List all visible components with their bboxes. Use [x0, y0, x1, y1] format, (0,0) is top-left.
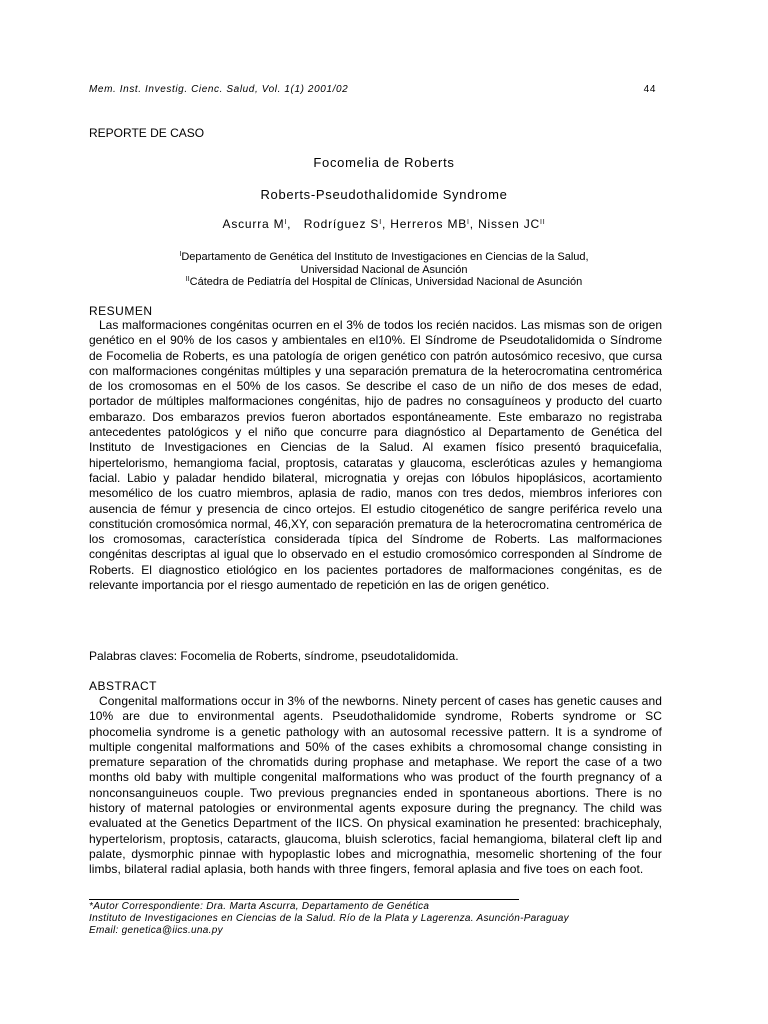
section-type-label: REPORTE DE CASO — [89, 126, 205, 140]
abstract-body: Congenital malformations occur in 3% of the newborns. Ninety percent of cases has genetic causes and 10% are due to environmental agents. Pseudothalidomide syndrome, Roberts syndrome or SC phocomelia syndrome is a genetic pathology with an autosomal recessive pattern. It is a syndrome of multiple congenital malformations and 50% of the cases exhibits a chromosomal change consisting in premature separation of the chromatids during prophase and metaphase. We report the case of a two months old baby with multiple congenital malformations who was product of the fourth pregnancy of a nonconsanguineuos couple. Two previous pregnancies ended in spontaneous abortions. There is no history of maternal patologies or environmental agents exposure during the pregnancy. The child was evaluated at the Genetics Department of the IICS. On physical examination he presented: brachicephaly, hypertelorism, proptosis, cataracts, glaucoma, bluish sclerotics, facial hemangioma, bilateral cleft lip and palate, dysmorphic pinnae with hypoplastic lobes and micrognathia, mesomelic shortening of the four limbs, bilateral radial aplasia, both hands with three fingers, femoral aplasia and five toes on each foot. — [89, 694, 662, 877]
resumen-body: Las malformaciones congénitas ocurren en el 3% de todos los recién nacidos. Las mismas son de origen genético en el 90% de los casos y ambientales en el10%. El Síndrome de Pseudotalidomida o Síndrome de Focomelia de Roberts, es una patología de origen genético con patrón autosómico recesivo, que cursa con malformaciones congénitas múltiples y una separación prematura de la heterocromatina centromérica de los cromosomas en el 50% de los casos. Se describe el caso de un niño de dos meses de edad, portador de múltiples malformaciones congénitas, hijo de padres no consaguíneos y producto del cuarto embarazo. Dos embarazos previos fueron abortados espontáneamente. Este embarazo no registraba antecedentes patológicos y el niño que concurre para diagnóstico al Departamento de Genética del Instituto de Investigaciones en Ciencias de la Salud. Al examen físico presentó braquicefalia, hipertelorismo, hemangioma facial, proptosis, cataratas y glaucoma, escleróticas azules y hemangioma facial. Labio y paladar hendido bilateral, micrognatia y orejas con lóbulos hipoplásicos, acortamiento mesomélico de los cuatro miembros, aplasia de radio, manos con tres dedos, miembros inferiores con ausencia de fémur y presencia de cinco ortejos. El estudio citogenético de sangre periférica revelo una constitución cromosómica normal, 46,XY, con separación prematura de la heterocromatina centromérica de los cromosomas, característica considerada típica del Síndrome de Roberts. Las malformaciones congénitas descriptas al igual que lo observado en el estudio cromosómico corresponden al Síndrome de Roberts. El diagnostico etiológico en los pacientes portadores de malformaciones congénitas, es de relevante importancia por el riesgo aumentado de repetición en las de origen genético. — [89, 318, 662, 593]
affiliation-2 — [0, 273, 768, 289]
resumen-heading: RESUMEN — [89, 304, 153, 318]
affiliation-text: Departamento de Genética del Instituto de Investigaciones en Ciencias de la Salud, — [181, 251, 589, 263]
author-name: Rodríguez S — [303, 217, 380, 231]
footnote-marker: * — [89, 901, 94, 912]
author-name: Ascurra M — [222, 217, 285, 231]
author-name: Herreros MB — [390, 217, 468, 231]
running-header — [89, 84, 656, 95]
keywords-line: Palabras claves: Focomelia de Roberts, síndrome, pseudotalidomida. — [89, 649, 459, 663]
affiliation-text: Universidad Nacional de Asunción — [300, 264, 468, 276]
affiliation-marker: I — [284, 219, 288, 226]
affiliation-marker: II — [539, 219, 546, 226]
affiliation-text: Cátedra de Pediatría del Hospital de Clínicas, Universidad Nacional de Asunción — [189, 276, 583, 288]
affiliation-marker: I — [467, 219, 470, 226]
abstract-heading: ABSTRACT — [89, 679, 158, 693]
footnote-email: Email: genetica@iics.una.py — [89, 925, 223, 936]
footnote-divider — [89, 899, 519, 900]
affiliation-marker: I — [379, 219, 382, 226]
footnote-corresponding-author — [89, 901, 429, 913]
author-list: Ascurra $M^I$, Rodríguez $S^I$, Herreros $MB^I$, Nissen $JC^{II}$ — [222, 217, 546, 231]
article-title-english: Roberts-Pseudothalidomide Syndrome — [260, 187, 508, 202]
page-number: 44 — [643, 84, 656, 95]
affiliation-marker: II — [185, 276, 190, 283]
footnote-institution: Instituto de Investigaciones en Ciencias de la Salud. Río de la Plata y Lagerenza. Asunción-Paraguay — [89, 913, 569, 924]
author-name: Nissen JC — [478, 217, 540, 231]
footnote-text: Autor Correspondiente: Dra. Marta Ascurra, Departamento de Genética — [93, 901, 430, 912]
affiliation-marker: I — [179, 251, 182, 258]
article-title-spanish: Focomelia de Roberts — [313, 155, 455, 170]
journal-citation: Mem. Inst. Investig. Cienc. Salud, Vol. 1(1) 2001/02 — [89, 84, 349, 95]
